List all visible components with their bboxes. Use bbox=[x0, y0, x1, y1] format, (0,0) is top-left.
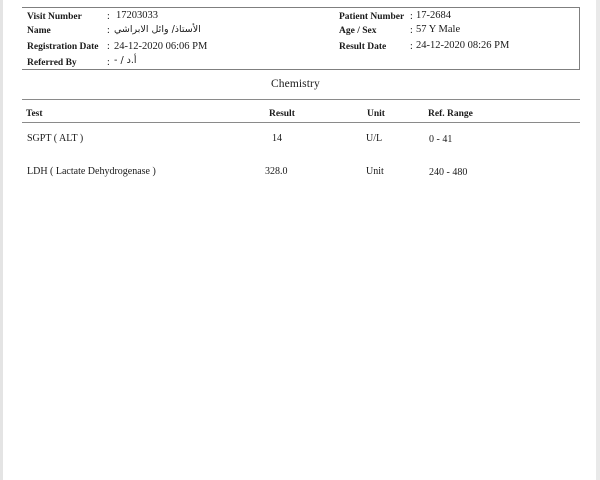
table-header-rule bbox=[22, 122, 580, 123]
result-date-label: Result Date bbox=[339, 42, 387, 52]
registration-date-sep bbox=[107, 41, 110, 53]
visit-number-value: 17203033 bbox=[116, 10, 158, 21]
sep: : bbox=[410, 41, 413, 52]
row-1-test: SGPT ( ALT ) bbox=[27, 133, 84, 144]
patient-number-value: 17-2684 bbox=[416, 10, 451, 21]
referred-by-value: أ.د / - bbox=[114, 55, 137, 66]
name-sep bbox=[107, 25, 110, 37]
column-header-test: Test bbox=[26, 109, 43, 119]
visit-number-label: Visit Number bbox=[27, 12, 82, 22]
visit-number-row bbox=[27, 11, 82, 23]
sep: : bbox=[410, 25, 413, 36]
referred-by-row bbox=[27, 57, 77, 69]
row-2-unit: Unit bbox=[366, 166, 384, 177]
patient-number-sep bbox=[410, 11, 413, 23]
table-top-rule bbox=[22, 99, 580, 100]
row-2-ref-range: 240 - 480 bbox=[429, 167, 468, 178]
row-1-unit: U/L bbox=[366, 133, 383, 144]
registration-date-value: 24-12-2020 06:06 PM bbox=[114, 41, 208, 52]
row-2-result: 328.0 bbox=[265, 166, 288, 177]
sep: : bbox=[410, 11, 413, 22]
referred-by-label: Referred By bbox=[27, 58, 77, 68]
section-title: Chemistry bbox=[271, 78, 320, 90]
name-row bbox=[27, 25, 51, 37]
name-value: الأستاذ/ وائل الابراشي bbox=[114, 24, 201, 35]
patient-number-label: Patient Number bbox=[339, 12, 405, 22]
result-date-value: 24-12-2020 08:26 PM bbox=[416, 40, 510, 51]
age-sex-value: 57 Y Male bbox=[416, 24, 461, 35]
row-1-ref-range: 0 - 41 bbox=[429, 134, 453, 145]
result-date-row bbox=[339, 41, 386, 53]
patient-number-row bbox=[339, 11, 404, 23]
age-sex-label: Age / Sex bbox=[339, 26, 377, 36]
visit-number-sep bbox=[107, 11, 110, 23]
referred-by-sep bbox=[107, 57, 110, 69]
column-header-unit: Unit bbox=[367, 109, 385, 119]
patient-header-box bbox=[22, 7, 580, 70]
registration-date-label: Registration Date bbox=[27, 42, 99, 52]
sep: : bbox=[107, 41, 110, 52]
result-date-sep bbox=[410, 41, 413, 53]
registration-date-row bbox=[27, 41, 99, 53]
sep: : bbox=[107, 11, 110, 22]
age-sex-row bbox=[339, 25, 376, 37]
age-sex-sep bbox=[410, 25, 413, 37]
sep: : bbox=[107, 25, 110, 36]
sep: : bbox=[107, 57, 110, 68]
column-header-result: Result bbox=[269, 109, 295, 119]
row-1-result: 14 bbox=[272, 133, 282, 144]
column-header-ref-range: Ref. Range bbox=[428, 109, 473, 119]
name-label: Name bbox=[27, 26, 51, 36]
row-2-test: LDH ( Lactate Dehydrogenase ) bbox=[27, 166, 156, 177]
